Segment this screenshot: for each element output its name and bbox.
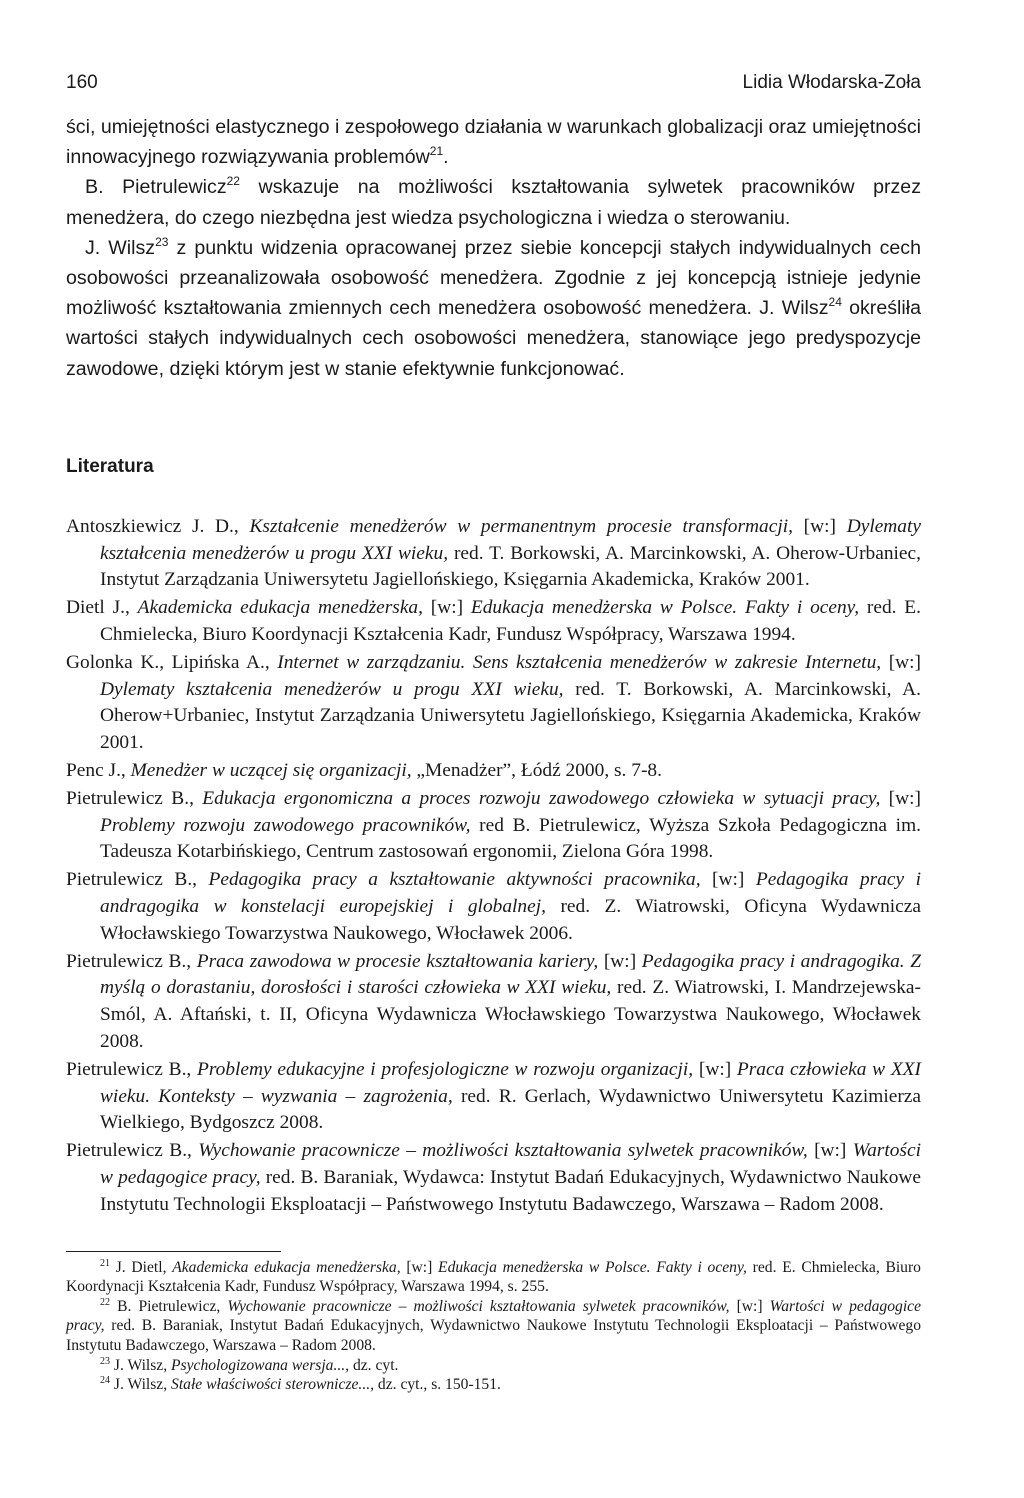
entry-title: Kształcenie menedżerów w permanentnym procesie transformacji,: [249, 515, 793, 537]
footnote-ref-22[interactable]: 22: [226, 174, 240, 189]
bibliography-entry: [66, 949, 921, 1056]
entry-publication-info: red. R. Gerlach, Wydawnictwo Uniwersytetu Kazimierza Wielkiego, Bydgoszcz 2008.: [100, 1085, 921, 1134]
footnote-connector: dz. cyt.: [349, 1356, 399, 1374]
entry-title: Edukacja ergonomiczna a proces rozwoju zawodowego człowieka w sytuacji pracy,: [202, 787, 881, 809]
entry-title: Pedagogika pracy a kształtowanie aktywności pracownika,: [208, 869, 701, 891]
footnote-container-title: Edukacja menedżerska w Polsce. Fakty i oceny,: [438, 1258, 747, 1276]
footnote-author: J. Wilsz,: [110, 1356, 172, 1374]
bibliography-entry: [66, 650, 921, 757]
bibliography-entry: [66, 514, 921, 594]
paragraph-1-text: ści, umiejętności elastycznego i zespołowego działania w warunkach globalizacji oraz umiejętności innowacyjnego rozwiązywania problemów: [66, 116, 921, 169]
footnote-ref-24[interactable]: 24: [828, 295, 842, 310]
entry-container-title: Pedagogika pracy i andragogika w konstelacji europejskiej i globalnej,: [100, 869, 921, 917]
entry-author: Pietrulewicz B.,: [66, 1140, 199, 1162]
footnote-number: 23: [100, 1355, 110, 1367]
document-page: [66, 70, 921, 1395]
entry-title: Wychowanie pracownicze – możliwości kształtowania sylwetek pracowników,: [198, 1140, 808, 1162]
entry-title: Akademicka edukacja menedżerska,: [137, 597, 423, 619]
entry-container-title: Problemy rozwoju zawodowego pracowników,: [100, 814, 471, 836]
footnote-23: [66, 1356, 921, 1376]
footnote-number: 22: [100, 1296, 110, 1308]
paragraph-3-text-b: z punktu widzenia opracowanej przez siebie koncepcji stałych indywidualnych cech osobowości przeanalizowała osobowość menedżera. Zgodnie z jej koncepcją istnieje jedynie możliwość kształtowania zmiennych cech menedżera osobowość menedżera. J. Wilsz: [66, 236, 921, 320]
footnote-container-title: Wartości w pedagogice pracy,: [66, 1297, 921, 1335]
entry-author: Pietrulewicz B.,: [66, 950, 197, 972]
bibliography-entry: [66, 1138, 921, 1218]
bibliography-entry: [66, 595, 921, 649]
entry-publication-info: red B. Pietrulewicz, Wyższa Szkoła Pedagogiczna im. Tadeusza Kotarbińskiego, Centrum zastosowań ergonomii, Zielona Góra 1998.: [100, 814, 922, 863]
footnote-connector: [w:]: [400, 1258, 439, 1276]
entry-author: Pietrulewicz B.,: [66, 869, 209, 891]
entry-container-title: Edukacja menedżerska w Polsce. Fakty i oceny,: [470, 597, 860, 619]
paragraph-2-text-b: wskazuje na możliwości kształtowania sylwetek pracowników przez menedżera, do czego niezbędna jest wiedza psychologiczna i wiedza o sterowaniu.: [66, 176, 921, 229]
entry-publication-info: red. T. Borkowski, A. Marcinkowski, A. Oherow-Urbaniec, Instytut Zarządzania Uniwersytetu Jagiellońskiego, Księgarnia Akademicka, Kraków 2001.: [100, 542, 921, 591]
entry-publication-info: red. Z. Wiatrowski, I. Mandrzejewska-Smól, A. Aftański, t. II, Oficyna Wydawnicza Włocławskiego Towarzystwa Naukowego, Włocławek 2008.: [100, 977, 921, 1052]
entry-container-title: Dylematy kształcenia menedżerów u progu XXI wieku,: [100, 678, 564, 700]
entry-connector: [w:]: [422, 597, 471, 619]
footnote-publication-info: red. E. Chmielecka, Biuro Koordynacji Kształcenia Kadr, Fundusz Współpracy, Warszawa 1994, s. 255.: [66, 1258, 921, 1296]
entry-container-title: Wartości w pedagogice pracy,: [100, 1140, 921, 1188]
entry-connector: [w:]: [700, 869, 756, 891]
entry-title: Menedżer w uczącej się organizacji,: [130, 760, 412, 781]
bibliography-entry: [66, 758, 921, 785]
section-heading-literatura: Literatura: [66, 455, 154, 477]
entry-connector: [w:]: [598, 950, 642, 972]
entry-author: Dietl J.,: [66, 597, 138, 619]
footnotes-list: [66, 1258, 921, 1395]
entry-author: Pietrulewicz B.,: [66, 787, 203, 809]
entry-author: Antoszkiewicz J. D.,: [66, 515, 250, 537]
footnote-title: Stałe właściwości sterownicze...,: [171, 1376, 375, 1394]
footnote-title: Akademicka edukacja menedżerska,: [172, 1258, 401, 1276]
footnote-21: [66, 1258, 921, 1297]
running-header: [66, 70, 921, 96]
footnote-number: 21: [100, 1257, 110, 1269]
entry-connector: [w:]: [792, 515, 847, 537]
footnote-publication-info: red. B. Baraniak, Instytut Badań Edukacyjnych, Wydawnictwo Naukowe Instytutu Technologii Eksploatacji – Państwowego Instytutu Badawczego, Warszawa – Radom 2008.: [66, 1317, 921, 1354]
footnote-ref-21[interactable]: 21: [429, 144, 444, 159]
footnote-connector: dz. cyt., s. 150-151.: [374, 1376, 501, 1394]
paragraph-3: [66, 233, 921, 384]
entry-publication-info: red. Z. Wiatrowski, Oficyna Wydawnicza Włocławskiego Towarzystwa Naukowego, Włocławek 2006.: [100, 895, 921, 944]
entry-connector: „Menadżer”, Łódź 2000, s. 7-8.: [411, 760, 662, 781]
entry-container-title: Dylematy kształcenia menedżerów u progu XXI wieku,: [100, 515, 921, 564]
entry-publication-info: red. T. Borkowski, A. Marcinkowski, A. Oherow+Urbaniec, Instytut Zarządzania Uniwersytetu Jagiellońskiego, Księgarnia Akademicka, Kraków 2001.: [100, 678, 921, 754]
footnote-24: [66, 1375, 921, 1395]
paragraph-3-text-c: określiła wartości stałych indywidualnych cech osobowości menedżera, stanowiące jego predyspozycje zawodowe, dzięki którym jest w stanie efektywnie funkcjonować.: [66, 297, 921, 380]
entry-title: Problemy edukacyjne i profesjologiczne w rozwoju organizacji,: [196, 1058, 694, 1080]
entry-author: Penc J.,: [66, 760, 131, 781]
entry-connector: [w:]: [880, 787, 921, 809]
entry-publication-info: red. E. Chmielecka, Biuro Koordynacji Kształcenia Kadr, Fundusz Współpracy, Warszawa 1994.: [100, 597, 921, 646]
entry-container-title: Pedagogika pracy i andragogika. Z myślą o dorastaniu, dorosłości i starości człowieka w XXI wieku,: [100, 950, 921, 999]
footnote-separator: [66, 1251, 281, 1252]
footnote-ref-23[interactable]: 23: [155, 234, 169, 249]
paragraph-2: [66, 172, 921, 232]
bibliography-entry: [66, 786, 921, 866]
footnote-number: 24: [100, 1375, 110, 1387]
entry-connector: [w:]: [881, 651, 922, 673]
entry-connector: [w:]: [807, 1140, 853, 1162]
entry-author: Pietrulewicz B.,: [66, 1058, 197, 1080]
page-number: 160: [66, 72, 98, 93]
paragraph-1: [66, 112, 921, 172]
footnote-author: B. Pietrulewicz,: [110, 1297, 228, 1315]
entry-title: Internet w zarządzaniu. Sens kształcenia menedżerów w zakresie Internetu,: [277, 651, 882, 673]
running-author: Lidia Włodarska-Zoła: [742, 72, 921, 93]
body-text: [66, 112, 921, 384]
bibliography-entry: [66, 1057, 921, 1137]
bibliography-list: [66, 514, 921, 1219]
entry-author: Golonka K., Lipińska A.,: [66, 651, 278, 673]
bibliography-entry: [66, 867, 921, 947]
paragraph-1-end: .: [443, 146, 449, 169]
footnote-connector: [w:]: [729, 1297, 770, 1315]
footnote-author: J. Dietl,: [110, 1258, 173, 1276]
paragraph-3-text-a: J. Wilsz: [85, 236, 156, 259]
entry-title: Praca zawodowa w procesie kształtowania kariery,: [196, 950, 599, 972]
footnote-author: J. Wilsz,: [110, 1376, 172, 1394]
footnote-22: [66, 1297, 921, 1356]
entry-container-title: Praca człowieka w XXI wieku. Konteksty – wyzwania – zagrożenia,: [100, 1058, 921, 1107]
footnote-title: Wychowanie pracownicze – możliwości kształtowania sylwetek pracowników,: [227, 1297, 730, 1315]
entry-publication-info: red. B. Baraniak, Wydawca: Instytut Badań Edukacyjnych, Wydawnictwo Naukowe Instytutu Technologii Eksploatacji – Państwowego Instytutu Badawczego, Warszawa – Radom 2008.: [100, 1166, 921, 1215]
footnote-title: Psychologizowana wersja...,: [171, 1356, 350, 1374]
paragraph-2-text-a: B. Pietrulewicz: [85, 176, 227, 199]
entry-connector: [w:]: [693, 1058, 737, 1080]
